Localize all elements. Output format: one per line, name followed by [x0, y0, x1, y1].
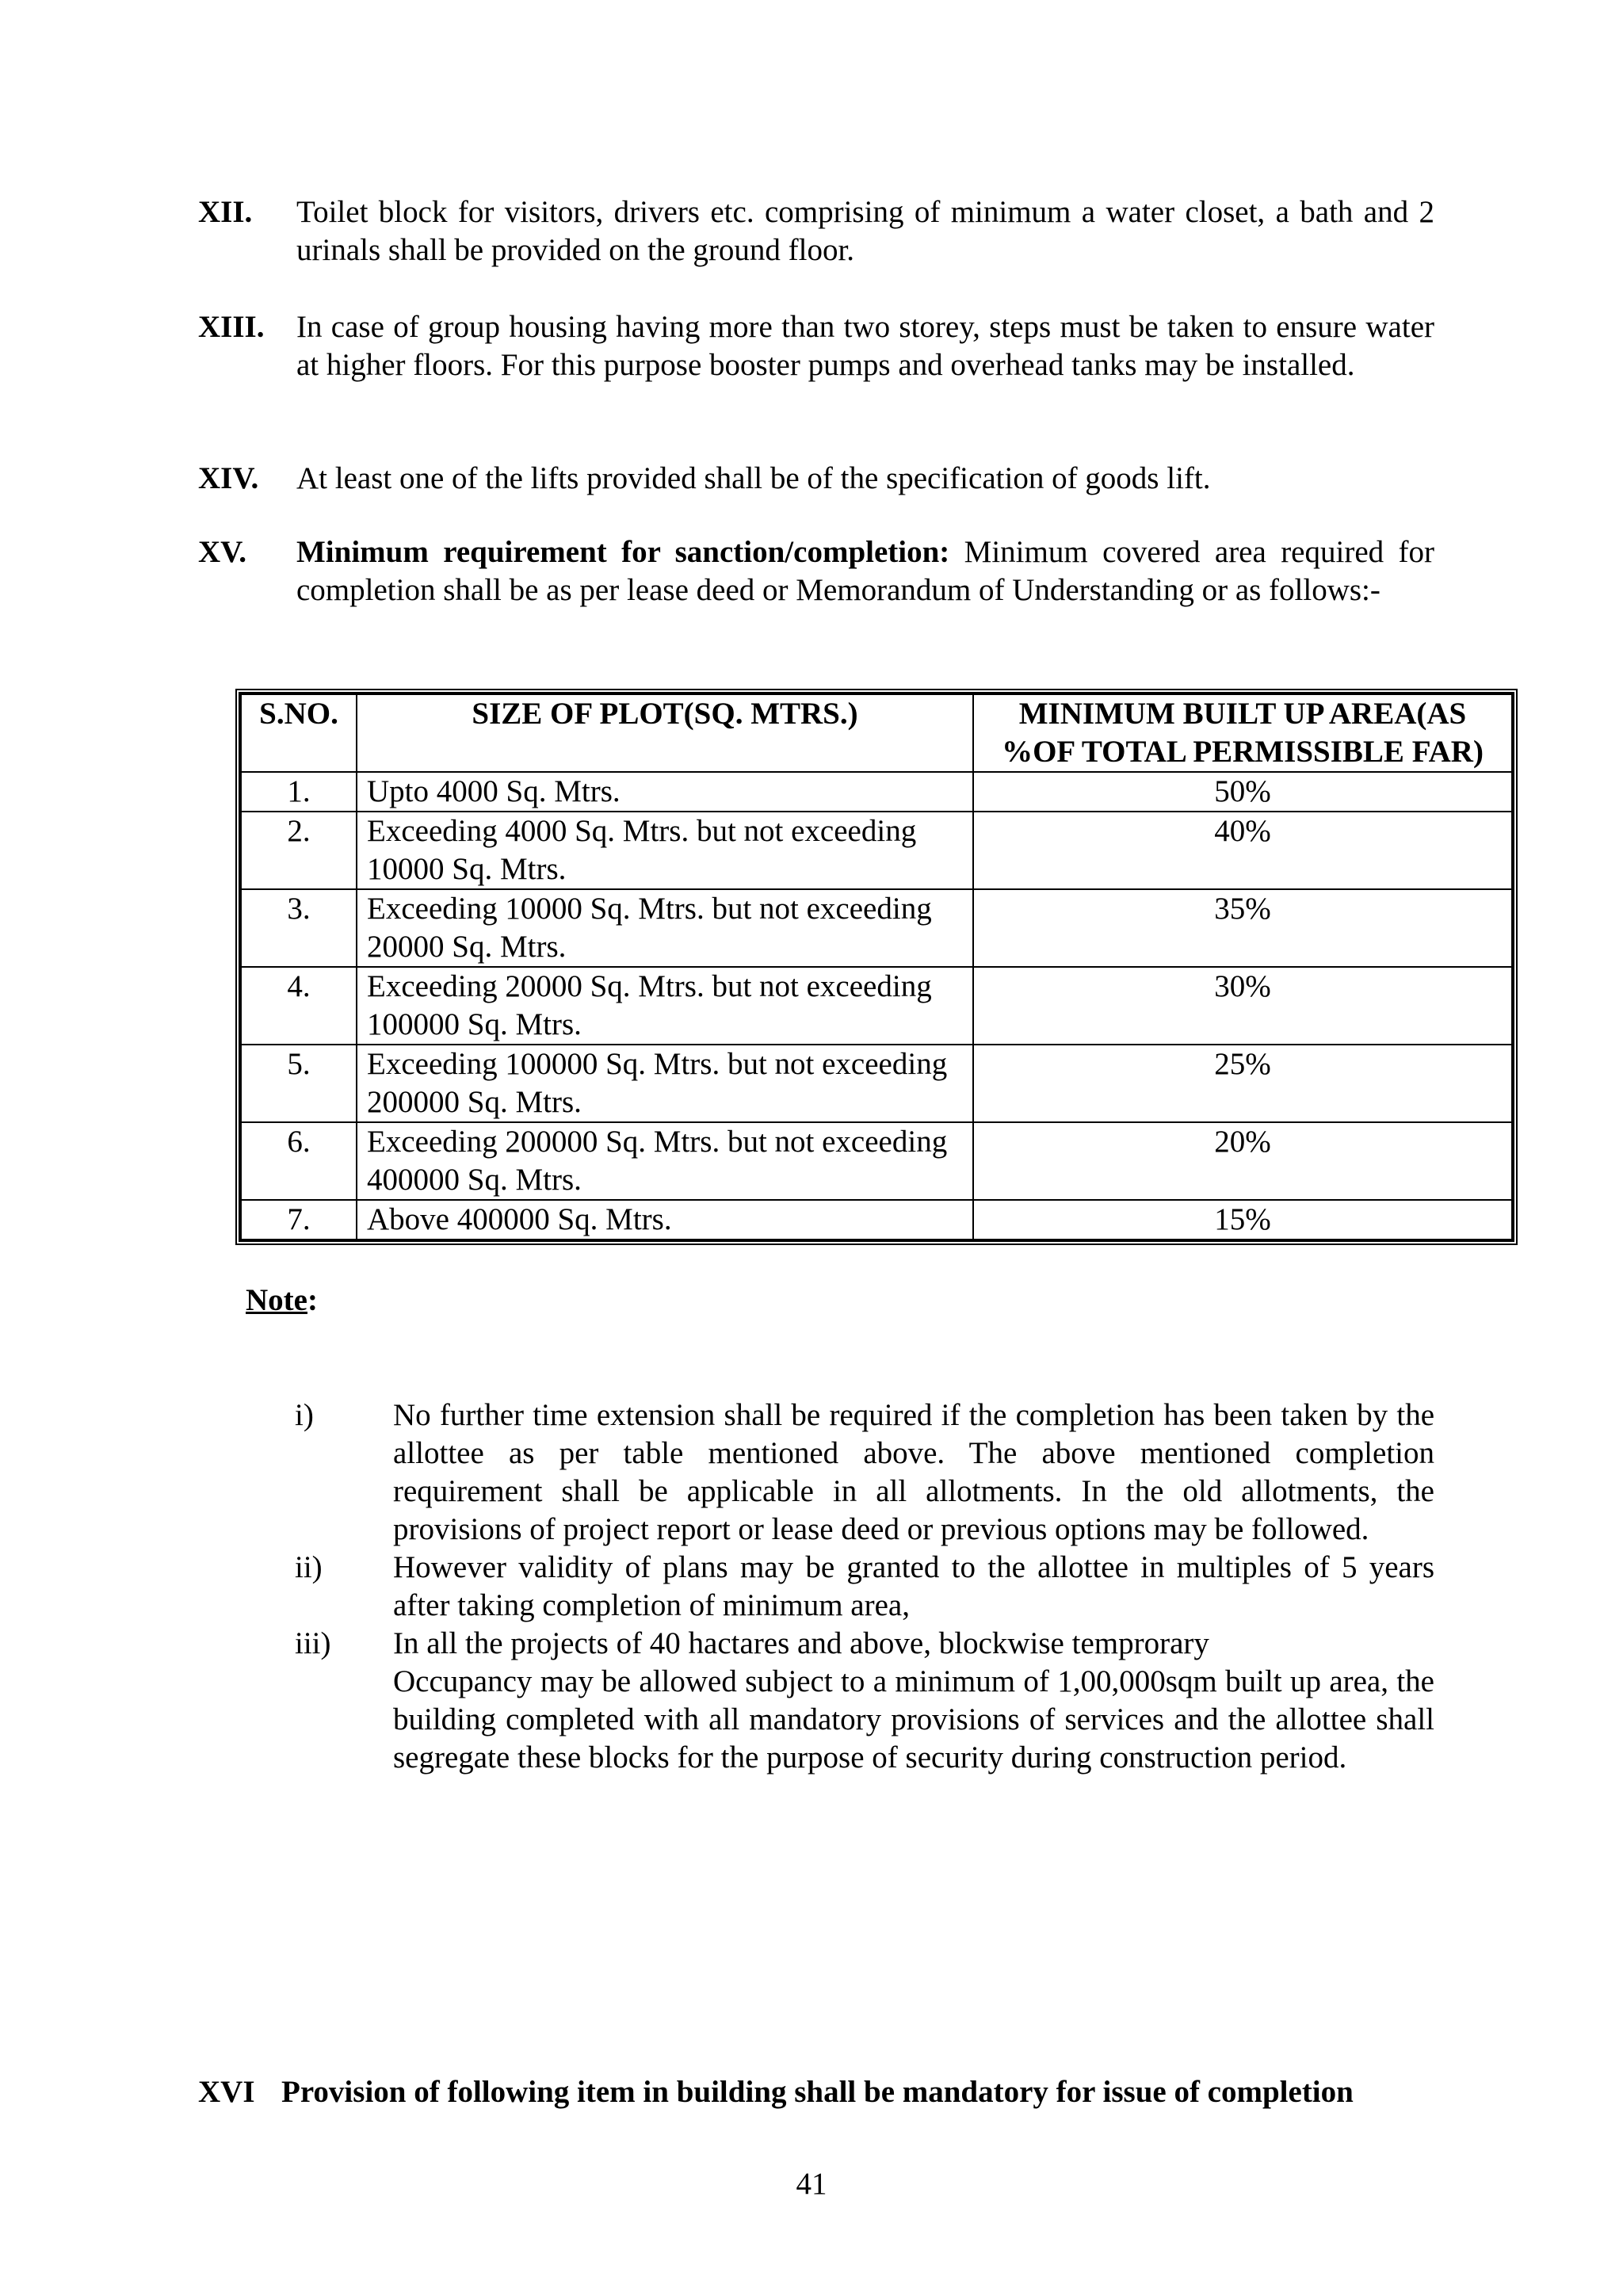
section-text: In case of group housing having more than two storey, steps must be taken to ensure water at higher floors. For this purpose booster pumps and overhead tanks may be installed. [296, 310, 1434, 382]
table-row [241, 1045, 1512, 1122]
note-number: ii) [295, 1550, 323, 1584]
cell-pct: 15% [973, 1200, 1512, 1240]
section-number: XII. [198, 195, 253, 229]
section-text: At least one of the lifts provided shall be of the specification of goods lift. [296, 461, 1211, 495]
section-heading: Provision of following item in building shall be mandatory for issue of completion [281, 2075, 1354, 2109]
list-item [295, 1396, 1434, 1549]
cell-sno: 2. [241, 812, 357, 889]
section-lead: Minimum requirement for sanction/completion: [296, 535, 950, 569]
section-xiv [198, 460, 1434, 498]
table-row [241, 1200, 1512, 1240]
cell-size: Exceeding 10000 Sq. Mtrs. but not exceeding 20000 Sq. Mtrs. [357, 889, 973, 967]
note-heading [246, 1282, 318, 1318]
note-text-continued: Occupancy may be allowed subject to a minimum of 1,00,000sqm built up area, the building completed with all mandatory provisions of services and the allottee shall segregate these blocks for the purpose of security during construction period. [393, 1664, 1434, 1775]
note-colon: : [307, 1283, 318, 1317]
section-body: Minimum covered area required for completion shall be as per lease deed or Memorandum of Understanding or as follows:- [296, 535, 1434, 607]
section-xiii [198, 308, 1434, 384]
note-number: iii) [295, 1626, 331, 1660]
cell-pct: 50% [973, 772, 1512, 812]
cell-pct: 25% [973, 1045, 1512, 1122]
table-row [241, 967, 1512, 1045]
cell-sno: 6. [241, 1122, 357, 1200]
cell-size: Exceeding 100000 Sq. Mtrs. but not exceeding 200000 Sq. Mtrs. [357, 1045, 973, 1122]
cell-pct: 40% [973, 812, 1512, 889]
cell-size: Upto 4000 Sq. Mtrs. [357, 772, 973, 812]
header-sno: S.NO. [241, 694, 357, 772]
cell-pct: 30% [973, 967, 1512, 1045]
section-number: XV. [198, 535, 247, 569]
section-xvi [198, 2074, 1354, 2110]
table-header-row [241, 694, 1512, 772]
section-text: Toilet block for visitors, drivers etc. comprising of minimum a water closet, a bath and 2 urinals shall be provided on the ground floor. [296, 195, 1434, 267]
header-plot-size: SIZE OF PLOT(SQ. MTRS.) [357, 694, 973, 772]
section-xv [198, 533, 1434, 609]
cell-sno: 7. [241, 1200, 357, 1240]
cell-size: Exceeding 200000 Sq. Mtrs. but not exceeding 400000 Sq. Mtrs. [357, 1122, 973, 1200]
cell-sno: 4. [241, 967, 357, 1045]
section-number: XIII. [198, 310, 265, 344]
header-min-area: MINIMUM BUILT UP AREA(AS %OF TOTAL PERMISSIBLE FAR) [973, 694, 1512, 772]
section-text [296, 533, 1434, 609]
table-row [241, 1122, 1512, 1200]
requirements-table [240, 693, 1513, 1240]
cell-pct: 35% [973, 889, 1512, 967]
section-number: XVI [198, 2075, 255, 2109]
note-text: In all the projects of 40 hactares and above, blockwise temprorary [393, 1626, 1209, 1660]
note-number: i) [295, 1398, 314, 1432]
cell-sno: 1. [241, 772, 357, 812]
cell-size: Exceeding 4000 Sq. Mtrs. but not exceeding 10000 Sq. Mtrs. [357, 812, 973, 889]
note-text: However validity of plans may be granted to the allottee in multiples of 5 years after taking completion of minimum area, [393, 1550, 1434, 1622]
section-number: XIV. [198, 461, 259, 495]
cell-size: Above 400000 Sq. Mtrs. [357, 1200, 973, 1240]
cell-size: Exceeding 20000 Sq. Mtrs. but not exceeding 100000 Sq. Mtrs. [357, 967, 973, 1045]
cell-sno: 3. [241, 889, 357, 967]
notes-list [295, 1396, 1434, 1777]
note-label: Note [246, 1283, 307, 1317]
note-text: No further time extension shall be required if the completion has been taken by the allottee as per table mentioned above. The above mentioned completion requirement shall be applicable in all allotments. In the old allotments, the provisions of project report or lease deed or previous options may be followed. [393, 1398, 1434, 1546]
cell-sno: 5. [241, 1045, 357, 1122]
section-xii [198, 193, 1434, 269]
list-item [295, 1625, 1434, 1777]
cell-pct: 20% [973, 1122, 1512, 1200]
page-number: 41 [796, 2167, 827, 2201]
table-row [241, 812, 1512, 889]
list-item [295, 1549, 1434, 1625]
plot-size-table [235, 689, 1518, 1245]
table-row [241, 889, 1512, 967]
table-row [241, 772, 1512, 812]
